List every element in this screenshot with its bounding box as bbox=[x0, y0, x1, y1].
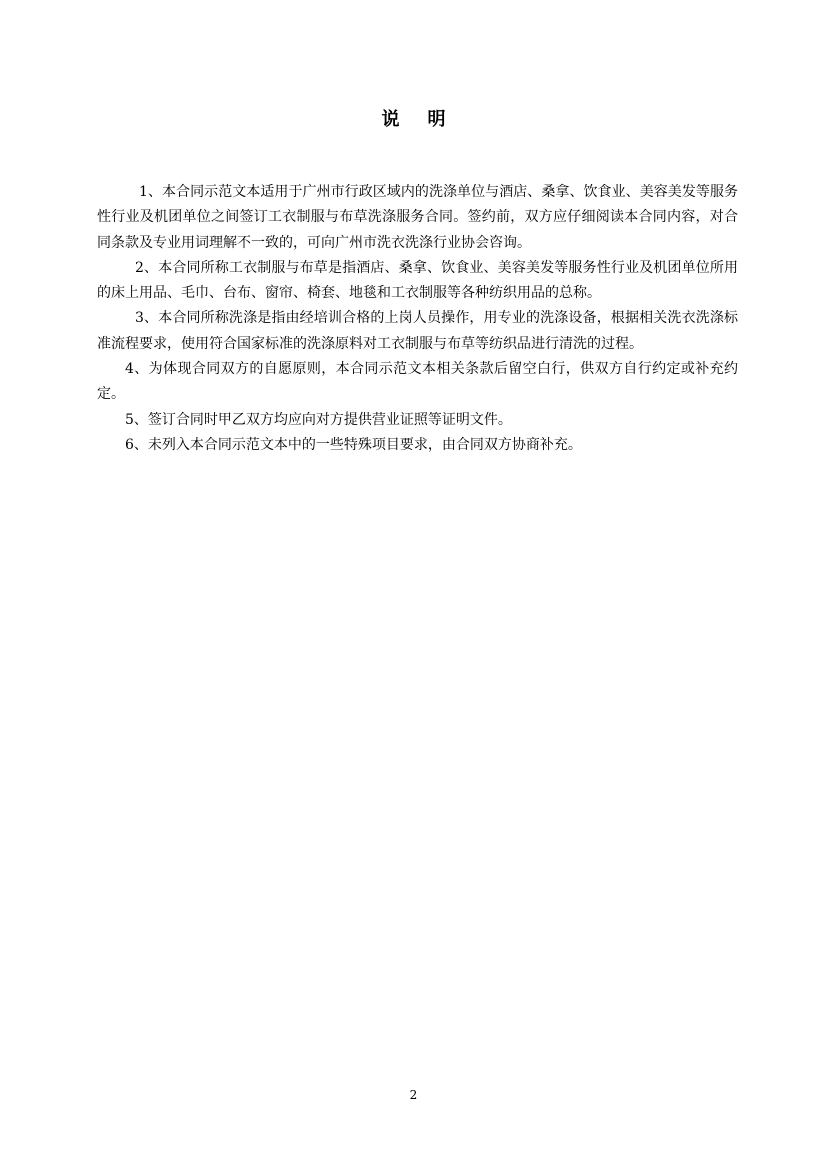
paragraph-3: 3、本合同所称洗涤是指由经培训合格的上岗人员操作，用专业的洗涤设备，根据相关洗衣洗涤标准流程要求，使用符合国家标准的洗涤原料对工衣制服与布草等纺织品进行清洗的过程。 bbox=[97, 310, 738, 352]
paragraph-6: 6、未列入本合同示范文本中的一些特殊项目要求，由合同双方协商补充。 bbox=[125, 436, 582, 453]
document-body bbox=[97, 180, 738, 458]
page-title: 说明 bbox=[381, 109, 474, 130]
paragraph-4: 4、为体现合同双方的自愿原则，本合同示范文本相关条款后留空白行，供双方自行约定或补充约定。 bbox=[97, 361, 738, 403]
page-number: 2 bbox=[409, 1088, 418, 1102]
paragraph-5: 5、签订合同时甲乙双方均应向对方提供营业证照等证明文件。 bbox=[125, 411, 512, 428]
paragraph-2: 2、本合同所称工衣制服与布草是指酒店、桑拿、饮食业、美容美发等服务性行业及机团单位所用的床上用品、毛巾、台布、窗帘、椅套、地毯和工衣制服等各种纺织用品的总称。 bbox=[97, 259, 738, 302]
paragraph-1: 1、本合同示范文本适用于广州市行政区域内的洗涤单位与酒店、桑拿、饮食业、美容美发等服务性行业及机团单位之间签订工衣制服与布草洗涤服务合同。签约前，双方应仔细阅读本合同内容，对合同条款及专业用词理解不一致的，可向广州市洗衣洗涤行业协会咨询。 bbox=[97, 184, 738, 251]
